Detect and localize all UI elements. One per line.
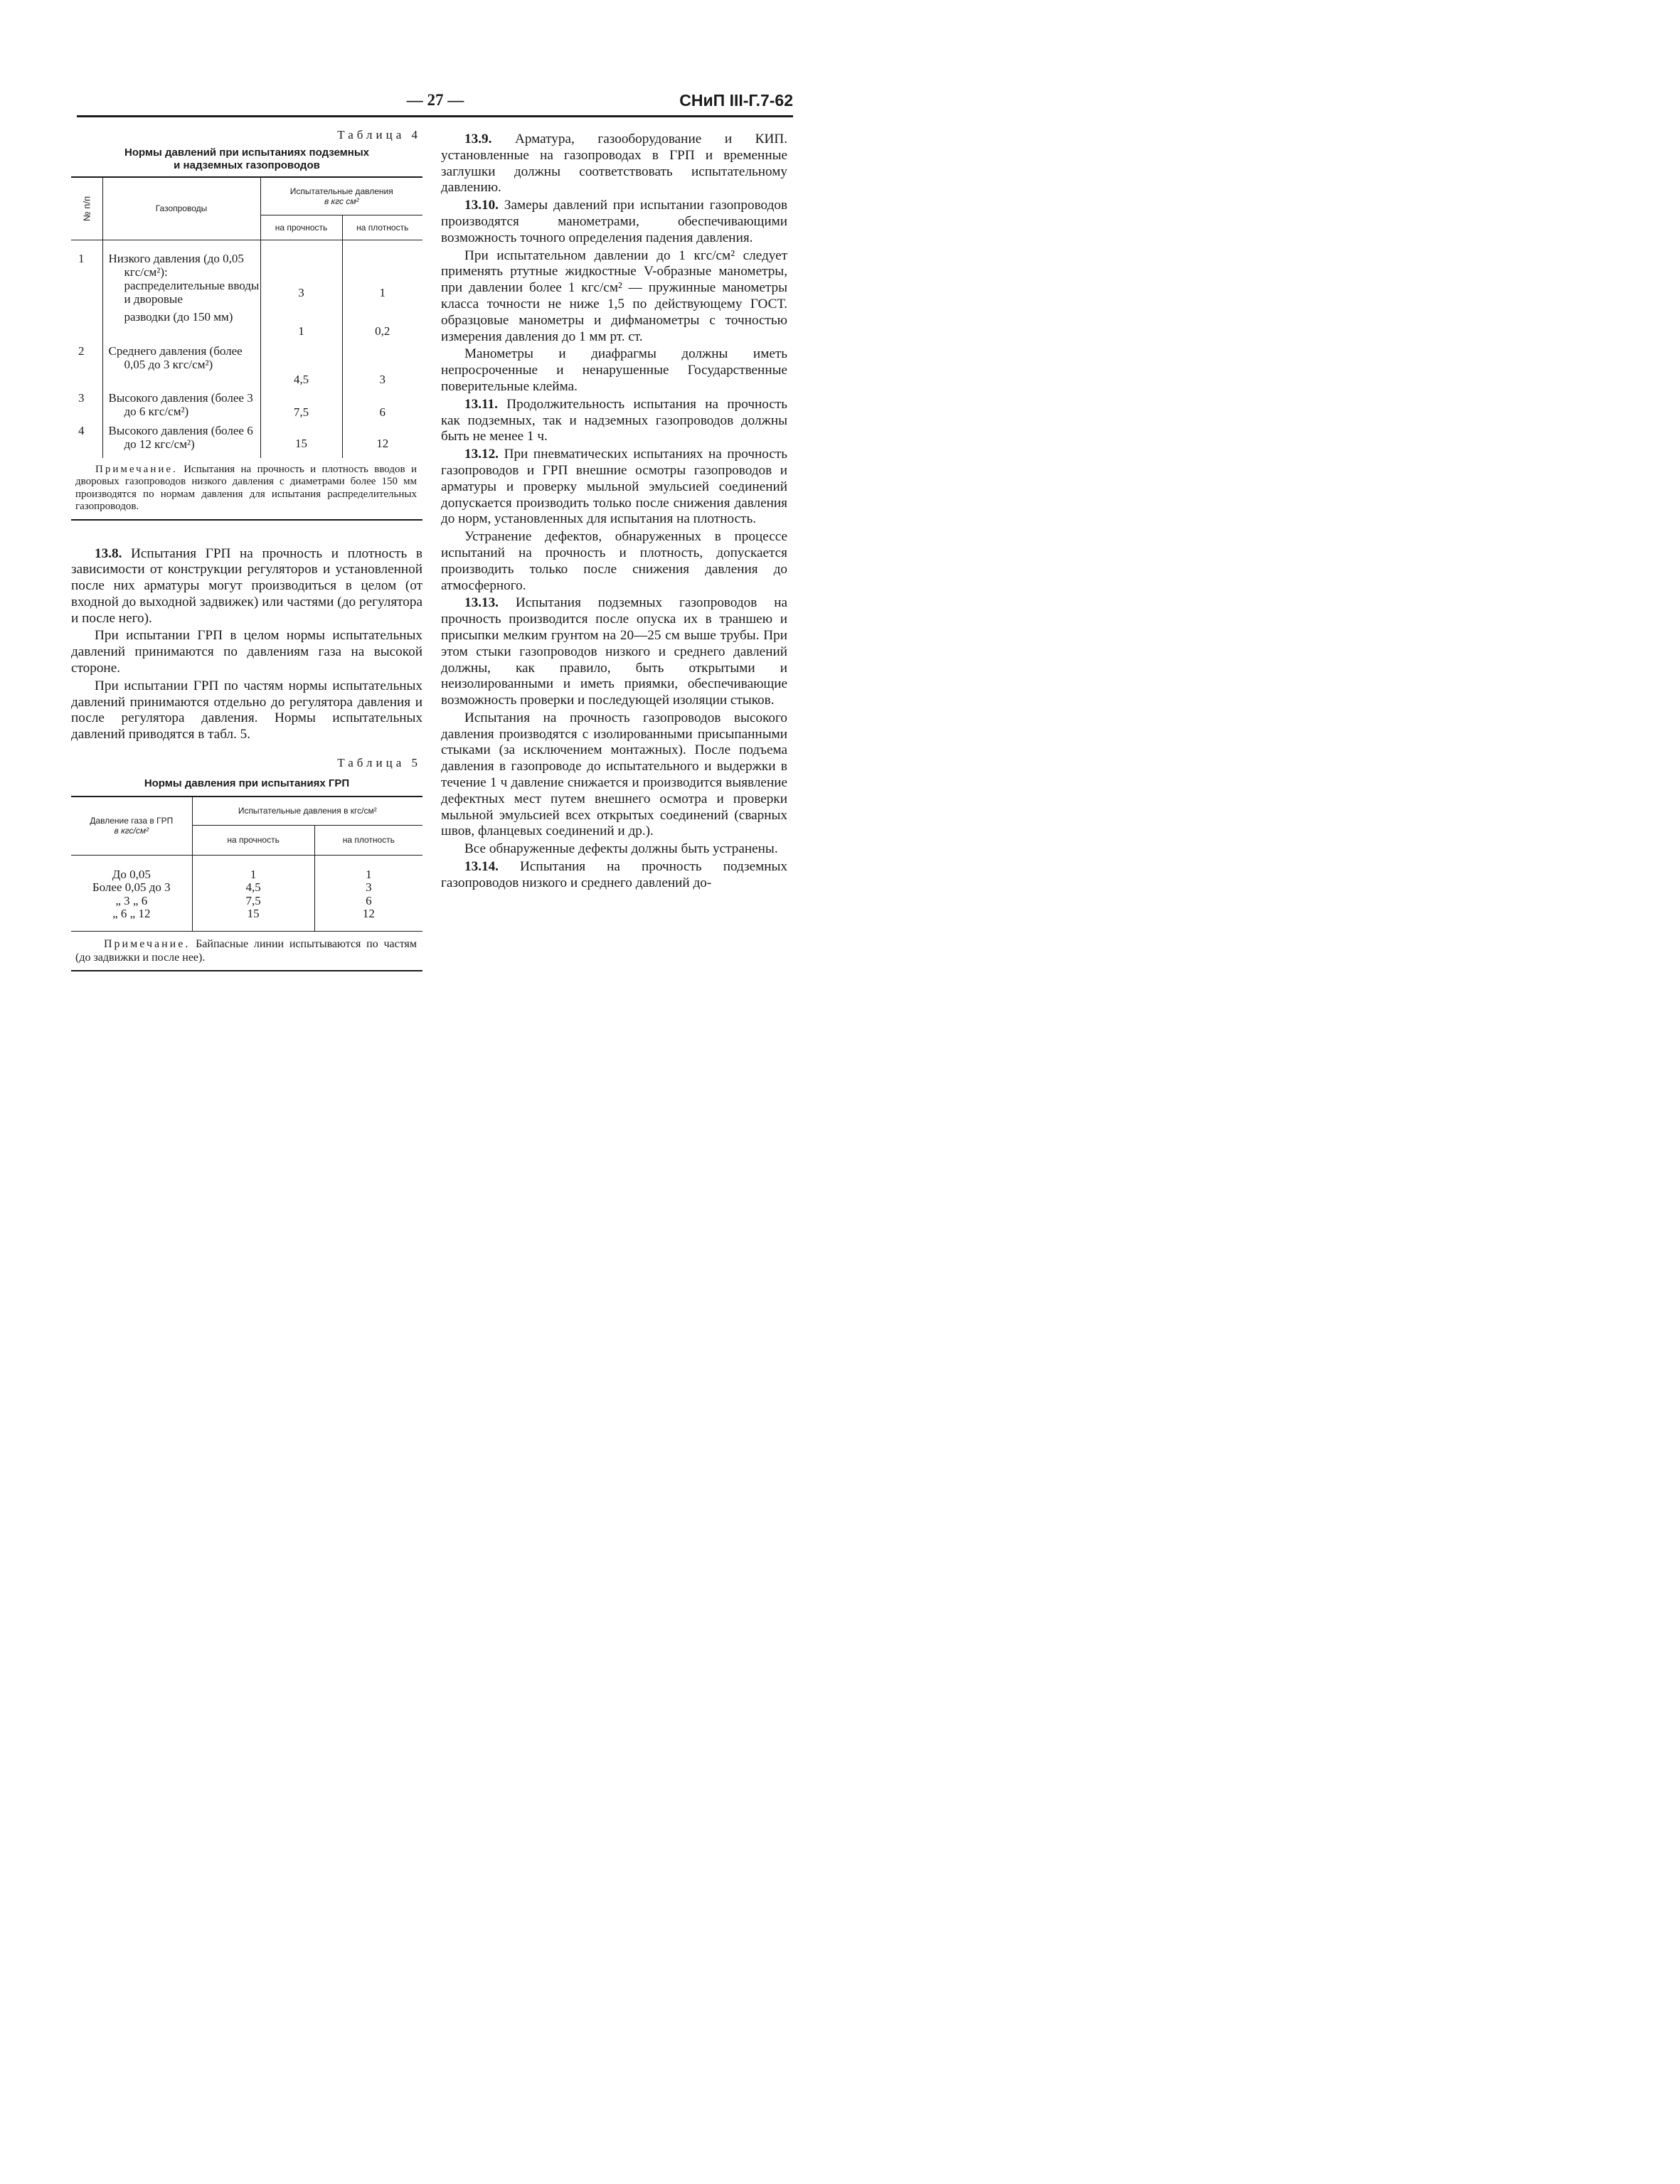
- table5-row2-pressure: Более 0,05 до 3: [92, 880, 171, 895]
- table4-row1-strength: [260, 240, 342, 279]
- table4-row3-density: 6: [379, 405, 386, 419]
- left-paragraph-2: При испытании ГРП в целом нормы испытательных давлений принимаются по давлениям газа на высокой стороне.: [71, 628, 422, 676]
- document-code: СНиП III-Г.7-62: [679, 91, 793, 110]
- table4-title-line2: и надземных газопроводов: [174, 159, 320, 171]
- table5-caption: Таблица 5: [337, 756, 421, 770]
- table5-row3-density: 6: [366, 893, 372, 907]
- paragraph-13-10: 13.10. Замеры давлений при испытании газопроводов производятся манометрами, обеспечивающими возможность точного определения падения давления.: [441, 198, 788, 245]
- table4-row2-strength: 4,5: [260, 343, 342, 388]
- table4-row1b-strength: 3: [260, 279, 342, 310]
- paragraph-13-11: 13.11. Продолжительность испытания на прочность как подземных, так и надземных газопроводов должны быть не менее 1 ч.: [441, 396, 788, 444]
- page-number: — 27 —: [406, 91, 464, 109]
- table5-header-group: Испытательные давления в кгс/см²: [192, 797, 422, 825]
- table4-header-name: Газопроводы: [102, 177, 260, 240]
- table4-row1c-num: [71, 310, 102, 343]
- table5-row4-strength: 15: [247, 907, 260, 921]
- table5-row4-pressure: „ 6 „ 12: [112, 907, 151, 921]
- table4-row2-num: 2: [71, 343, 102, 388]
- table4-row1c-density: 0,2: [375, 324, 390, 338]
- table4-row1b-name: распределительные вводы и дворовые: [102, 279, 260, 310]
- table4-row4-name: Высокого давления (более 6 до 12 кгс/см²): [102, 421, 260, 458]
- table4-title-line1: Нормы давлений при испытаниях подземных: [124, 147, 369, 159]
- table4-row4-density: 12: [376, 436, 389, 450]
- paragraph-13-13: 13.13. Испытания подземных газопроводов на прочность производится после опуска их в траншею и присыпки мелким грунтом на 20—25 см выше трубы. При этом стыки газопроводов низкого и среднего давлений должны, как правило, быть открытыми и неизолированными и иметь приямки, обеспечивающие возможность проверки и последующей изоляции стыков.: [441, 595, 787, 708]
- right-paragraph-9: Испытания на прочность газопроводов высокого давления производятся с изолированными присыпанными стыками (за исключением монтажных). После подъема давления в газопроводе до испытательного и выдержки в течение 1 ч давление снижается и производится выявление дефектных мест путем внешнего осмотра и проверки мыльной эмульсией всех открытых соединений (сварных швов, фланцевых соединений и др.).: [441, 710, 787, 839]
- table5-header-strength: на прочность: [192, 825, 314, 855]
- table4-row1c-strength: 1: [260, 310, 342, 343]
- table4-row4-num: 4: [71, 421, 102, 458]
- table4-row1-name: Низкого давления (до 0,05 кгс/см²):: [102, 240, 260, 279]
- table4-row1b-density: 1: [379, 285, 386, 299]
- table5-header-density: на плотность: [314, 825, 422, 855]
- table4-caption: Таблица 4: [337, 128, 421, 142]
- table5-density-column: [314, 855, 422, 931]
- table5: [71, 796, 422, 971]
- paragraph-13-9: 13.9. Арматура, газооборудование и КИП. установленные на газопроводах в ГРП и временные заглушки должны соответствовать испытательному давлению.: [441, 132, 787, 196]
- right-paragraph-4: Манометры и диафрагмы должны иметь непросроченные и ненарушенные Государственные поверительные клейма.: [441, 346, 787, 394]
- left-column: [71, 128, 422, 971]
- table4-row1-num: 1: [71, 240, 102, 279]
- table5-row1-pressure: До 0,05: [112, 867, 151, 881]
- paragraph-13-14: 13.14. Испытания на прочность подземных газопроводов низкого и среднего давлений до-: [441, 859, 787, 890]
- right-paragraph-10: Все обнаруженные дефекты должны быть устранены.: [464, 841, 778, 857]
- table5-row4-density: 12: [362, 907, 375, 921]
- table5-note: Примечание. Байпасные линии испытываются по частям (до задвижки и после нее).: [71, 931, 422, 971]
- right-column: [441, 132, 787, 892]
- table5-row2-density: 3: [366, 880, 372, 895]
- table4-row4-strength: 15: [260, 421, 342, 458]
- table4-row2-density: 3: [379, 372, 386, 386]
- right-paragraph-7: Устранение дефектов, обнаруженных в процессе испытаний на прочность и плотность, допускается производить только после снижения давления до атмосферного.: [441, 529, 787, 593]
- table4: [71, 176, 422, 521]
- table5-strength-column: [192, 855, 314, 931]
- table5-row1-density: 1: [366, 867, 372, 881]
- header-rule: [77, 115, 793, 117]
- table4-row1-density: [342, 240, 422, 279]
- table4-row3-name: Высокого давления (более 3 до 6 кгс/см²): [102, 388, 260, 421]
- table5-title: Нормы давления при испытаниях ГРП: [144, 777, 350, 790]
- table4-title: [71, 147, 422, 172]
- table4-header-num: № п/п: [71, 177, 102, 240]
- table4-row1c-name: разводки (до 150 мм): [102, 310, 260, 343]
- table5-row3-strength: 7,5: [245, 893, 261, 907]
- table4-row3-num: 3: [71, 388, 102, 421]
- table4-header-density: на плотность: [342, 215, 422, 240]
- paragraph-13-8: 13.8. Испытания ГРП на прочность и плотность в зависимости от конструкции регуляторов и установленной после них арматуры могут производиться в целом (от входной до выходной задвижек) или частями (до регулятора и после него).: [71, 545, 422, 626]
- table5-pressure-column: [71, 855, 192, 931]
- table5-row2-strength: 4,5: [245, 880, 261, 895]
- paragraph-13-12: 13.12. При пневматических испытаниях на прочность газопроводов и ГРП внешние осмотры газопроводов и арматуры и проверку мыльной эмульсией соединений допускается производить только после снижения давления до норм, установленных для испытания на плотность.: [441, 447, 787, 527]
- table4-header-group: Испытательные давления в кгс см²: [260, 177, 422, 215]
- table5-row1-strength: 1: [250, 867, 257, 881]
- left-paragraph-3: При испытании ГРП по частям нормы испытательных давлений принимаются отдельно до регулятора давления и после регулятора давления. Нормы испытательных давлений приводятся в табл. 5.: [71, 678, 422, 742]
- table5-header-gas: Давление газа в ГРП в кгс/см²: [71, 797, 192, 855]
- table4-header-strength: на прочность: [260, 215, 342, 240]
- table5-row3-pressure: „ 3 „ 6: [115, 893, 148, 907]
- table4-row1b-num: [71, 279, 102, 310]
- table4-row3-strength: 7,5: [260, 388, 342, 421]
- right-paragraph-3: При испытательном давлении до 1 кгс/см² следует применять ртутные жидкостные V-образные манометры, при давлении более 1 кгс/см² — пружинные манометры класса точности не ниже 1,5 по действующему ГОСТ. образцовые манометры и дифманометры с точностью измерения давления до 1 мм рт. ст.: [441, 247, 787, 344]
- table4-note: Примечание. Испытания на прочность и плотность вводов и дворовых газопроводов низкого давления с диаметрами более 150 мм производятся по нормам давления для испытания распределительных газопроводов.: [75, 463, 417, 512]
- table4-row2-name: Среднего давления (более 0,05 до 3 кгс/см²): [102, 343, 260, 388]
